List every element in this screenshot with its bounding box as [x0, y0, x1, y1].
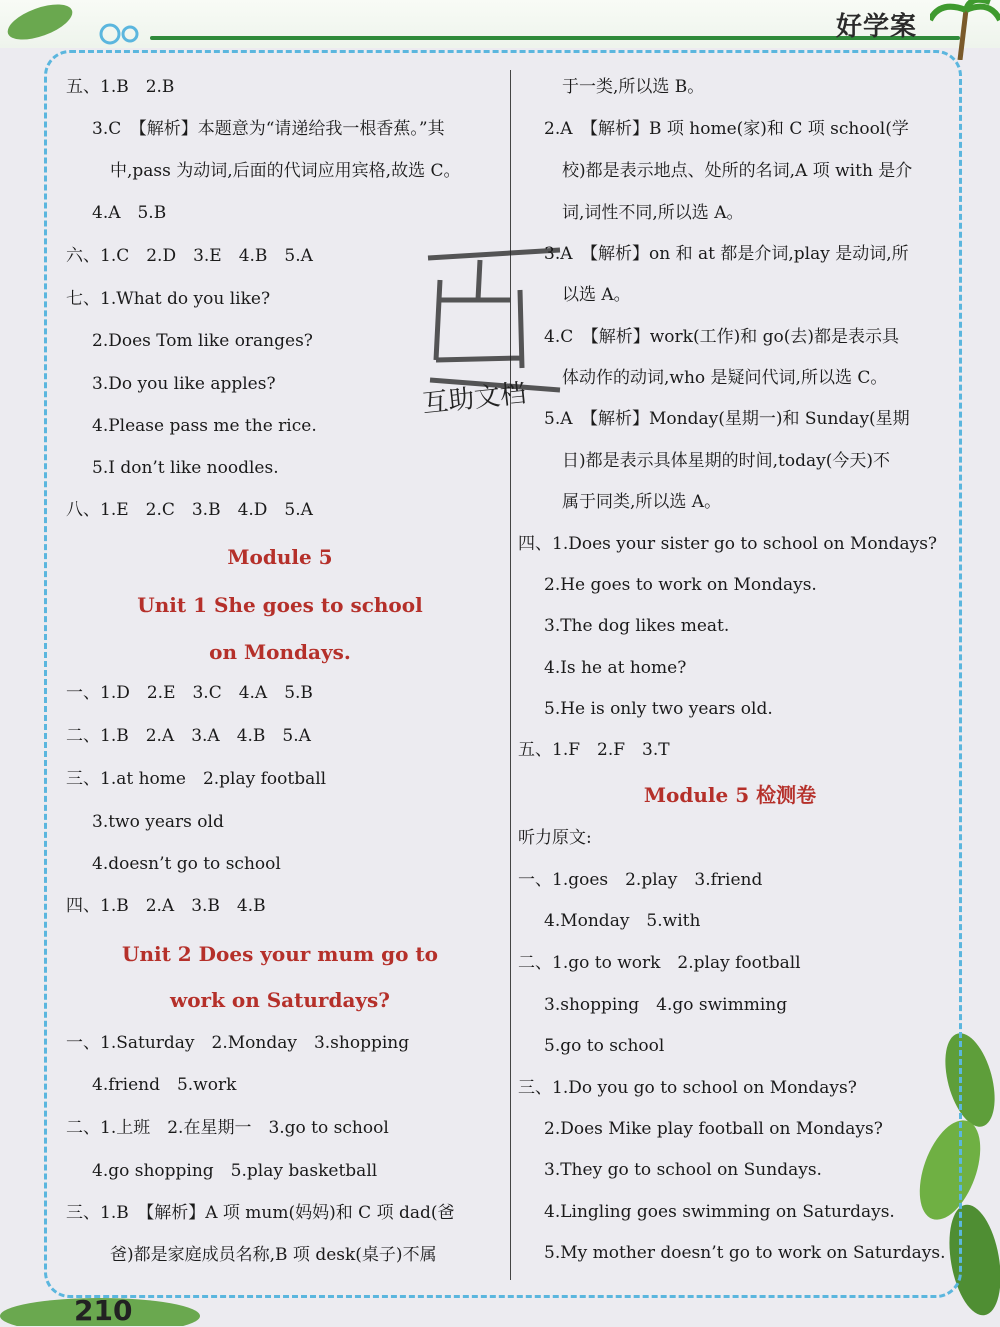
answer-line: 5.A 【解析】Monday(星期一)和 Sunday(星期: [544, 409, 910, 429]
answer-line: 4.Please pass me the rice.: [92, 416, 317, 436]
answer-line: 体动作的动词,who 是疑问代词,所以选 C。: [562, 368, 888, 388]
page-frame: [44, 50, 962, 1298]
answer-line: 中,pass 为动词,后面的代词应用宾格,故选 C。: [110, 161, 461, 181]
answer-line: 4.Monday 5.with: [544, 911, 701, 931]
answer-line: 四、1.Does your sister go to school on Mondays?: [518, 534, 938, 554]
answer-line: 校)都是表示地点、处所的名词,A 项 with 是介: [562, 161, 913, 181]
answer-line: 4.Is he at home?: [544, 658, 687, 678]
unit-heading: on Mondays.: [209, 640, 351, 664]
answer-line: 一、1.goes 2.play 3.friend: [518, 870, 763, 890]
answer-line: 五、1.B 2.B: [66, 77, 175, 97]
answer-line: 爸)都是家庭成员名称,B 项 desk(桌子)不属: [110, 1245, 437, 1265]
unit-heading: work on Saturdays?: [169, 988, 391, 1012]
answer-line: 2.He goes to work on Mondays.: [544, 575, 817, 595]
answer-line: 2.Does Tom like oranges?: [92, 331, 313, 351]
answer-line: 六、1.C 2.D 3.E 4.B 5.A: [66, 246, 313, 266]
answer-line: 4.doesn’t go to school: [92, 854, 281, 874]
answer-line: 5.My mother doesn’t go to work on Saturdays.: [544, 1243, 946, 1263]
answer-line: 于一类,所以选 B。: [562, 77, 705, 97]
answer-line: 属于同类,所以选 A。: [562, 492, 722, 512]
brand-title: 好学案: [836, 12, 918, 42]
answer-line: 3.A 【解析】on 和 at 都是介词,play 是动词,所: [544, 244, 909, 264]
answer-line: 二、1.上班 2.在星期一 3.go to school: [66, 1118, 389, 1138]
answer-line: 三、1.at home 2.play football: [66, 769, 327, 789]
page-number: 210: [74, 1294, 133, 1327]
answer-line: 4.C 【解析】work(工作)和 go(去)都是表示具: [544, 327, 899, 347]
answer-line: 2.Does Mike play football on Mondays?: [544, 1119, 883, 1139]
answer-line: 八、1.E 2.C 3.B 4.D 5.A: [66, 500, 313, 520]
answer-line: 3.They go to school on Sundays.: [544, 1160, 822, 1180]
unit-heading: Unit 1 She goes to school: [137, 593, 423, 617]
answer-line: 5.He is only two years old.: [544, 699, 773, 719]
answer-line: 三、1.B 【解析】A 项 mum(妈妈)和 C 项 dad(爸: [66, 1203, 455, 1223]
answer-line: 一、1.D 2.E 3.C 4.A 5.B: [66, 683, 313, 703]
answer-line: 词,词性不同,所以选 A。: [562, 203, 744, 223]
answer-line: 4.Lingling goes swimming on Saturdays.: [544, 1202, 895, 1222]
answer-line: 3.Do you like apples?: [92, 374, 276, 394]
answer-line: 5.I don’t like noodles.: [92, 458, 279, 478]
answer-line: 4.go shopping 5.play basketball: [92, 1161, 378, 1181]
answer-line: 3.The dog likes meat.: [544, 616, 730, 636]
answer-line: 2.A 【解析】B 项 home(家)和 C 项 school(学: [544, 119, 909, 139]
answer-line: 3.shopping 4.go swimming: [544, 995, 788, 1015]
watermark-text: 互助文档: [420, 378, 528, 420]
answer-line: 4.friend 5.work: [92, 1075, 237, 1095]
answer-line: 以选 A。: [562, 285, 631, 305]
answer-line: 五、1.F 2.F 3.T: [518, 740, 670, 760]
answer-line: 二、1.go to work 2.play football: [518, 953, 801, 973]
answer-line: 4.A 5.B: [92, 203, 167, 223]
answer-line: 3.two years old: [92, 812, 224, 832]
answer-line: 二、1.B 2.A 3.A 4.B 5.A: [66, 726, 311, 746]
answer-line: 一、1.Saturday 2.Monday 3.shopping: [66, 1033, 410, 1053]
unit-heading: Unit 2 Does your mum go to: [122, 942, 438, 966]
answer-line: 七、1.What do you like?: [66, 289, 271, 309]
answer-line: 听力原文:: [518, 828, 592, 848]
module-heading: Module 5: [227, 545, 333, 569]
top-left-leaf-icon: [0, 0, 150, 50]
module-test-heading: Module 5 检测卷: [643, 783, 817, 807]
answer-line: 5.go to school: [544, 1036, 665, 1056]
answer-line: 日)都是表示具体星期的时间,today(今天)不: [562, 451, 890, 471]
answer-line: 三、1.Do you go to school on Mondays?: [518, 1078, 857, 1098]
answer-line: 3.C 【解析】本题意为“请递给我一根香蕉。”其: [92, 119, 445, 139]
answer-line: 四、1.B 2.A 3.B 4.B: [66, 896, 266, 916]
